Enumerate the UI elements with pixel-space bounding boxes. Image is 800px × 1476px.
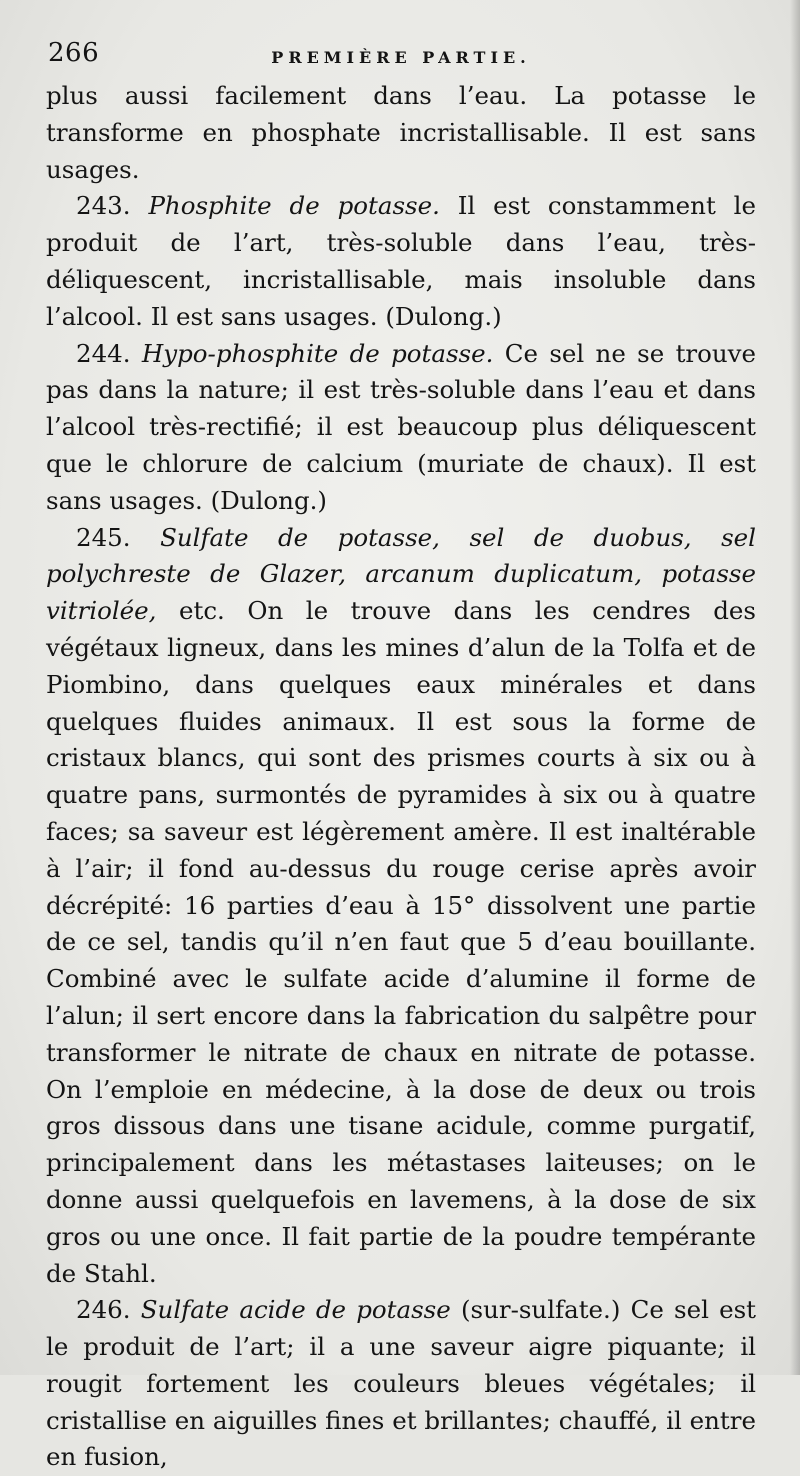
- paragraph-244: [46, 336, 756, 520]
- paragraph-text: etc. On le trouve dans les cendres des végétaux ligneux, dans les mines d’alun de la Tolfa et de Piombino, dans quelques eaux minérales et dans quelques fluides animaux. Il est sous la forme de cristaux blancs, qui sont des prismes courts à six ou à quatre pans, surmontés de pyramides à six ou à quatre faces; sa saveur est légèrement amère. Il est inaltérable à l’air; il fond au-dessus du rouge cerise après avoir décrépité: 16 parties d’eau à 15° dissolvent une partie de ce sel, tandis qu’il n’en faut que 5 d’eau bouillante. Combiné avec le sulfate acide d’alumine il forme de l’alun; il sert encore dans la fabrication du salpêtre pour transformer le nitrate de chaux en nitrate de potasse. On l’emploie en médecine, à la dose de deux ou trois gros dissous dans une tisane acidule, comme purgatif, principalement dans les métastases laiteuses; on le donne aussi quelquefois en lavemens, à la dose de six gros ou une once. Il fait partie de la poudre tempérante de Stahl.: [46, 596, 756, 1288]
- page-number: 266: [48, 38, 100, 68]
- paragraph-246: [46, 1292, 756, 1476]
- paragraph-term: Hypo-phosphite de potasse.: [141, 338, 494, 368]
- running-head: PREMIÈRE PARTIE.: [271, 48, 531, 67]
- paragraph-number: 244.: [76, 338, 131, 368]
- paragraph-number: 243.: [76, 191, 131, 221]
- paragraph-243: [46, 188, 756, 335]
- paragraph-term: Sulfate de potasse, sel de duobus, sel polychreste de Glazer, arcanum duplicatum, potasse vitriolée,: [46, 522, 756, 626]
- paragraph-text: Il est constamment le produit de l’art, très-soluble dans l’eau, très-déliquescent, incristallisable, mais insoluble dans l’alcool. Il est sans usages. (Dulong.): [46, 191, 756, 331]
- paragraph-text: (sur-sulfate.) Ce sel est le produit de l’art; il a une saveur aigre piquante; il rougit fortement les couleurs bleues végétales; il cristallise en aiguilles fines et brillantes; chauffé, il entre en fusion,: [46, 1295, 756, 1472]
- body-text: [46, 78, 756, 1476]
- paragraph-text: Ce sel ne se trouve pas dans la nature; il est très-soluble dans l’eau et dans l’alcool très-rectifié; il est beaucoup plus déliquescent que le chlorure de calcium (muriate de chaux). Il est sans usages. (Dulong.): [46, 338, 756, 515]
- paragraph-text: plus aussi facilement dans l’eau. La potasse le transforme en phosphate incristallisable. Il est sans usages.: [46, 81, 756, 184]
- page-header: [46, 38, 756, 78]
- paragraph-term: Sulfate acide de potasse: [140, 1295, 451, 1325]
- paragraph-continuation: [46, 78, 756, 188]
- paragraph-term: Phosphite de potasse.: [148, 191, 440, 221]
- paragraph-number: 245.: [76, 522, 131, 552]
- paragraph-245: [46, 520, 756, 1293]
- paragraph-number: 246.: [76, 1295, 131, 1325]
